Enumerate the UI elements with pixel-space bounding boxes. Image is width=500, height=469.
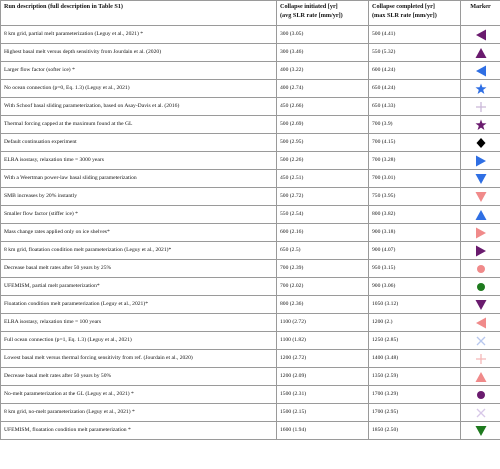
row-collapse-initiated: 1100 (2.72) xyxy=(277,314,369,332)
row-collapse-initiated: 1100 (1.82) xyxy=(277,332,369,350)
triangle-up-marker-shape xyxy=(475,372,486,382)
row-marker xyxy=(461,296,500,314)
triangle-up-icon xyxy=(475,371,487,383)
row-marker xyxy=(461,206,500,224)
triangle-up-marker-shape xyxy=(475,48,486,58)
table-row xyxy=(1,314,500,332)
row-collapse-completed: 1050 (3.12) xyxy=(369,296,461,314)
plus-marker-shape xyxy=(476,102,486,112)
triangle-down-marker-shape xyxy=(475,426,486,436)
row-collapse-initiated: 700 (2.02) xyxy=(277,278,369,296)
row-collapse-completed: 650 (4.24) xyxy=(369,80,461,98)
triangle-right-icon xyxy=(475,227,487,239)
header-completed-line1: Collapse completed [yr] xyxy=(372,3,435,10)
row-collapse-completed: 700 (3.01) xyxy=(369,170,461,188)
row-collapse-completed: 700 (3.9) xyxy=(369,116,461,134)
circle-marker-shape xyxy=(477,391,485,399)
triangle-left-icon xyxy=(475,65,487,77)
row-collapse-initiated: 500 (2.26) xyxy=(277,152,369,170)
row-collapse-initiated: 1500 (2.31) xyxy=(277,386,369,404)
row-marker xyxy=(461,44,500,62)
row-description: Smaller flow factor (stiffer ice) * xyxy=(1,206,277,224)
table-header-row xyxy=(1,1,500,26)
row-description: Lowest basal melt versus thermal forcing sensitivity from ref. (Jourdain et al., 2020) xyxy=(1,350,277,368)
row-collapse-initiated: 1200 (2.09) xyxy=(277,368,369,386)
row-collapse-completed: 1200 (2.) xyxy=(369,314,461,332)
row-description: ELRA isostasy, relaxation time = 100 years xyxy=(1,314,277,332)
header-collapse-completed xyxy=(369,1,461,26)
triangle-down-icon xyxy=(475,173,487,185)
row-description: UFEMISM, floatation condition melt parameterization * xyxy=(1,422,277,440)
row-description: 8 km grid, partial melt parameterization (Leguy et al., 2021) * xyxy=(1,26,277,44)
row-collapse-initiated: 300 (3.46) xyxy=(277,44,369,62)
header-marker: Marker xyxy=(461,1,500,26)
table-row xyxy=(1,404,500,422)
triangle-down-marker-shape xyxy=(475,300,486,310)
x-marker-shape xyxy=(477,337,485,345)
row-marker xyxy=(461,422,500,440)
star-marker-shape xyxy=(475,119,486,130)
triangle-up-icon xyxy=(475,209,487,221)
row-collapse-completed: 1250 (2.85) xyxy=(369,332,461,350)
triangle-left-icon xyxy=(475,29,487,41)
row-collapse-initiated: 1200 (2.72) xyxy=(277,350,369,368)
circle-marker-shape xyxy=(477,265,485,273)
row-description: Thermal forcing capped at the maximum found at the GL xyxy=(1,116,277,134)
row-description: Mass change rates applied only on ice shelves* xyxy=(1,224,277,242)
row-collapse-completed: 1850 (2.50) xyxy=(369,422,461,440)
diamond-icon xyxy=(475,137,487,149)
row-collapse-initiated: 800 (2.36) xyxy=(277,296,369,314)
plus-icon xyxy=(475,101,487,113)
table-row xyxy=(1,152,500,170)
row-collapse-initiated: 700 (2.39) xyxy=(277,260,369,278)
row-description: Larger flow factor (softer ice) * xyxy=(1,62,277,80)
row-description: With a Weertman power-law basal sliding parameterization xyxy=(1,170,277,188)
table-row xyxy=(1,350,500,368)
row-marker xyxy=(461,242,500,260)
circle-marker-shape xyxy=(477,283,485,291)
row-description: Decrease basal melt rates after 50 years by 25% xyxy=(1,260,277,278)
triangle-down-icon xyxy=(475,425,487,437)
triangle-left-marker-shape xyxy=(476,65,486,76)
row-marker xyxy=(461,170,500,188)
row-marker xyxy=(461,278,500,296)
row-marker xyxy=(461,224,500,242)
table-row xyxy=(1,62,500,80)
triangle-up-icon xyxy=(475,47,487,59)
row-description: SMB increases by 20% instantly xyxy=(1,188,277,206)
triangle-up-marker-shape xyxy=(475,210,486,220)
table-row xyxy=(1,26,500,44)
row-collapse-completed: 900 (3.18) xyxy=(369,224,461,242)
table-row xyxy=(1,134,500,152)
header-completed-line2: (max SLR rate [mm/yr]) xyxy=(372,11,437,19)
row-marker xyxy=(461,62,500,80)
row-collapse-initiated: 300 (3.05) xyxy=(277,26,369,44)
triangle-right-icon xyxy=(475,155,487,167)
circle-icon xyxy=(475,281,487,293)
table-row xyxy=(1,44,500,62)
row-marker xyxy=(461,116,500,134)
table-row xyxy=(1,98,500,116)
header-initiated-line2: (avg SLR rate [mm/yr]) xyxy=(280,11,343,19)
row-marker xyxy=(461,404,500,422)
triangle-left-icon xyxy=(475,317,487,329)
row-description: Full ocean connection (p=1, Eq. 1.3) (Leguy et al., 2021) xyxy=(1,332,277,350)
star-marker-shape xyxy=(475,83,486,94)
row-collapse-completed: 500 (4.41) xyxy=(369,26,461,44)
star-icon xyxy=(475,83,487,95)
header-initiated-line1: Collapse initiated [yr] xyxy=(280,3,338,10)
table-row xyxy=(1,242,500,260)
row-description: Floatation condition melt parameterization (Leguy et al., 2021)* xyxy=(1,296,277,314)
row-description: 8 km grid, no-melt parameterization (Leguy et al., 2021) * xyxy=(1,404,277,422)
row-marker xyxy=(461,98,500,116)
table-row xyxy=(1,116,500,134)
triangle-down-icon xyxy=(475,191,487,203)
row-collapse-completed: 600 (4.24) xyxy=(369,62,461,80)
row-description: Decrease basal melt rates after 50 years by 50% xyxy=(1,368,277,386)
plus-icon xyxy=(475,353,487,365)
row-collapse-initiated: 1600 (1.94) xyxy=(277,422,369,440)
row-marker xyxy=(461,80,500,98)
table-row xyxy=(1,188,500,206)
row-collapse-initiated: 450 (2.66) xyxy=(277,98,369,116)
row-collapse-initiated: 500 (2.95) xyxy=(277,134,369,152)
table-body xyxy=(1,26,500,440)
diamond-marker-shape xyxy=(476,138,485,148)
row-collapse-initiated: 550 (2.54) xyxy=(277,206,369,224)
row-marker xyxy=(461,260,500,278)
row-marker xyxy=(461,134,500,152)
row-collapse-completed: 700 (4.15) xyxy=(369,134,461,152)
row-collapse-initiated: 500 (2.72) xyxy=(277,188,369,206)
row-collapse-completed: 950 (3.15) xyxy=(369,260,461,278)
row-collapse-completed: 550 (5.32) xyxy=(369,44,461,62)
row-marker xyxy=(461,332,500,350)
row-marker xyxy=(461,188,500,206)
row-description: No ocean connection (p=0, Eq. 1.3) (Leguy et al., 2021) xyxy=(1,80,277,98)
table-row xyxy=(1,80,500,98)
table-row xyxy=(1,224,500,242)
row-description: Default continuation experiment xyxy=(1,134,277,152)
row-collapse-initiated: 650 (2.5) xyxy=(277,242,369,260)
row-marker xyxy=(461,350,500,368)
row-marker xyxy=(461,26,500,44)
row-collapse-completed: 1400 (3.48) xyxy=(369,350,461,368)
table-row xyxy=(1,386,500,404)
row-description: No-melt parameterization at the GL (Leguy et al., 2021) * xyxy=(1,386,277,404)
plus-marker-shape xyxy=(476,354,486,364)
row-description: With Schoof basal sliding parameterization, based on Asay-Davis et al. (2016) xyxy=(1,98,277,116)
row-marker xyxy=(461,314,500,332)
row-marker xyxy=(461,152,500,170)
row-collapse-completed: 1700 (3.29) xyxy=(369,386,461,404)
row-collapse-completed: 650 (4.33) xyxy=(369,98,461,116)
row-collapse-completed: 900 (3.06) xyxy=(369,278,461,296)
row-collapse-initiated: 400 (3.22) xyxy=(277,62,369,80)
row-description: UFEMISM, partial melt parameterization* xyxy=(1,278,277,296)
triangle-right-marker-shape xyxy=(476,227,486,238)
x-marker-shape xyxy=(477,409,485,417)
row-collapse-initiated: 450 (2.51) xyxy=(277,170,369,188)
row-collapse-initiated: 600 (2.16) xyxy=(277,224,369,242)
triangle-down-icon xyxy=(475,299,487,311)
table-row xyxy=(1,422,500,440)
triangle-left-marker-shape xyxy=(476,317,486,328)
row-collapse-completed: 800 (3.82) xyxy=(369,206,461,224)
row-collapse-initiated: 1500 (2.15) xyxy=(277,404,369,422)
triangle-right-icon xyxy=(475,245,487,257)
row-collapse-completed: 700 (3.28) xyxy=(369,152,461,170)
circle-icon xyxy=(475,389,487,401)
star-icon xyxy=(475,119,487,131)
row-collapse-initiated: 400 (2.74) xyxy=(277,80,369,98)
row-collapse-completed: 1700 (2.95) xyxy=(369,404,461,422)
triangle-down-marker-shape xyxy=(475,174,486,184)
row-marker xyxy=(461,368,500,386)
row-description: Highest basal melt versus depth sensitivity from Jourdain et al. (2020) xyxy=(1,44,277,62)
circle-icon xyxy=(475,263,487,275)
table-row xyxy=(1,206,500,224)
row-description: 8 km grid, floatation condition melt parameterization (Leguy et al., 2021)* xyxy=(1,242,277,260)
x-icon xyxy=(475,407,487,419)
row-collapse-completed: 750 (3.95) xyxy=(369,188,461,206)
table-row xyxy=(1,260,500,278)
header-run-description: Run description (full description in Table S1) xyxy=(1,1,277,26)
table-row xyxy=(1,170,500,188)
header-collapse-initiated xyxy=(277,1,369,26)
triangle-down-marker-shape xyxy=(475,192,486,202)
table-row xyxy=(1,278,500,296)
row-collapse-initiated: 500 (2.69) xyxy=(277,116,369,134)
row-collapse-completed: 1350 (2.59) xyxy=(369,368,461,386)
x-icon xyxy=(475,335,487,347)
triangle-left-marker-shape xyxy=(476,29,486,40)
row-collapse-completed: 900 (4.07) xyxy=(369,242,461,260)
triangle-right-marker-shape xyxy=(476,155,486,166)
table-row xyxy=(1,332,500,350)
triangle-right-marker-shape xyxy=(476,245,486,256)
table-row xyxy=(1,296,500,314)
row-marker xyxy=(461,386,500,404)
row-description: ELRA isostasy, relaxation time = 3000 years xyxy=(1,152,277,170)
table-row xyxy=(1,368,500,386)
